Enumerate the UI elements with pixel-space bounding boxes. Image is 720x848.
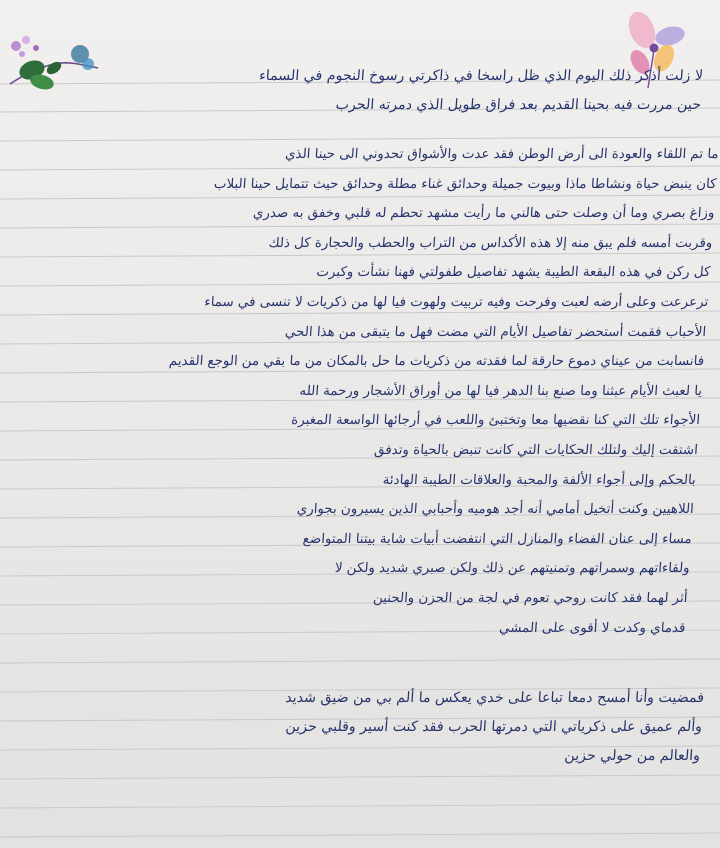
- text-line: ترعرعت وعلى أرضه لعبت وفرحت وفيه تربيت ولهوت فيا لها من ذكريات لا تنسى في سماء: [203, 294, 709, 310]
- text-line: كل ركن في هذه البقعة الطيبة يشهد تفاصيل طفولتي فهنا نشأت وكبرت: [315, 265, 711, 281]
- text-line: الأجواء تلك التي كنا نقضيها معا وتختبئ واللعب في أرجائها الواسعة المغبرة: [290, 413, 701, 429]
- text-line: وألم عميق على ذكرياتي التي دمرتها الحرب فقد كنت أسير وقلبي حزين: [284, 719, 703, 735]
- text-line: فمضيت وأنا أمسح دمعا تباعا على خدي يعكس ما ألم بي من ضيق شديد: [284, 690, 705, 706]
- text-line: بالحكم وإلى أجواء الألفة والمحبة والعلاقات الطيبة الهادئة: [382, 472, 697, 488]
- text-line: مساء إلى عنان الفضاء والمنازل التي انتفضت أبيات شابة بيتنا المتواضع: [302, 531, 693, 547]
- paragraph-1: [16, 62, 704, 120]
- text-line: والعالم من حولي حزين: [563, 748, 701, 764]
- text-line: وقربت أمسه فلم يبق منه إلا هذه الأكداس من التراب والحطب والحجارة كل ذلك: [268, 235, 713, 251]
- text-line: أثر لهما فقد كانت روحي تعوم في لجة من الحزن والحنين: [372, 590, 689, 606]
- paragraph-2: [0, 140, 719, 643]
- text-line: اشتقت إليك ولتلك الحكايات التي كانت تنبض بالحياة وتدفق: [373, 442, 699, 458]
- text-line: ولقاءاتهم وسمراتهم وتمنيتهم عن ذلك ولكن صبري شديد ولكن لا: [334, 561, 691, 577]
- text-line: حين مررت فيه بحينا القديم بعد فراق طويل الذي دمرته الحرب: [335, 97, 702, 113]
- text-line: قدماي وكدت لا أقوى على المشي: [498, 620, 686, 636]
- text-line: فانسابت من عيناي دموع حارقة لما فقدته من ذكريات ما حل بالمكان من ما بقي من الوجع القديم: [168, 354, 705, 370]
- text-line: يا لعبث الأيام عبثنا وما صنع بنا الدهر فيا لها من أوراق الأشجار ورحمة الله: [299, 383, 703, 399]
- text-line: وزاغ بصري وما أن وصلت حتى هالني ما رأيت مشهد تحطم له قلبي وخفق به صدري: [252, 206, 715, 222]
- text-line: كان ينبض حياة ونشاطا ماذا وبيوت جميلة وحدائق غناء مطلة وحدائق حيث تتمايل حينا البلاب: [213, 176, 718, 192]
- text-line: لا زلت أذكر ذلك اليوم الذي ظل راسخا في ذاكرتي رسوخ النجوم في السماء: [258, 68, 704, 84]
- paragraph-3: [15, 684, 705, 771]
- text-line: اللاهيين وكنت أتخيل أمامي أنه أجد هوميه وأحبابي الذين يسيرون بجواري: [296, 502, 695, 518]
- text-line: الأحباب فقمت أستحضر تفاصيل الأيام التي مضت فهل ما يتبقى من هذا الحي: [284, 324, 707, 340]
- text-line: ما تم اللقاء والعودة الى أرض الوطن فقد عدت والأشواق تحدوني الى حينا الذي: [284, 147, 720, 162]
